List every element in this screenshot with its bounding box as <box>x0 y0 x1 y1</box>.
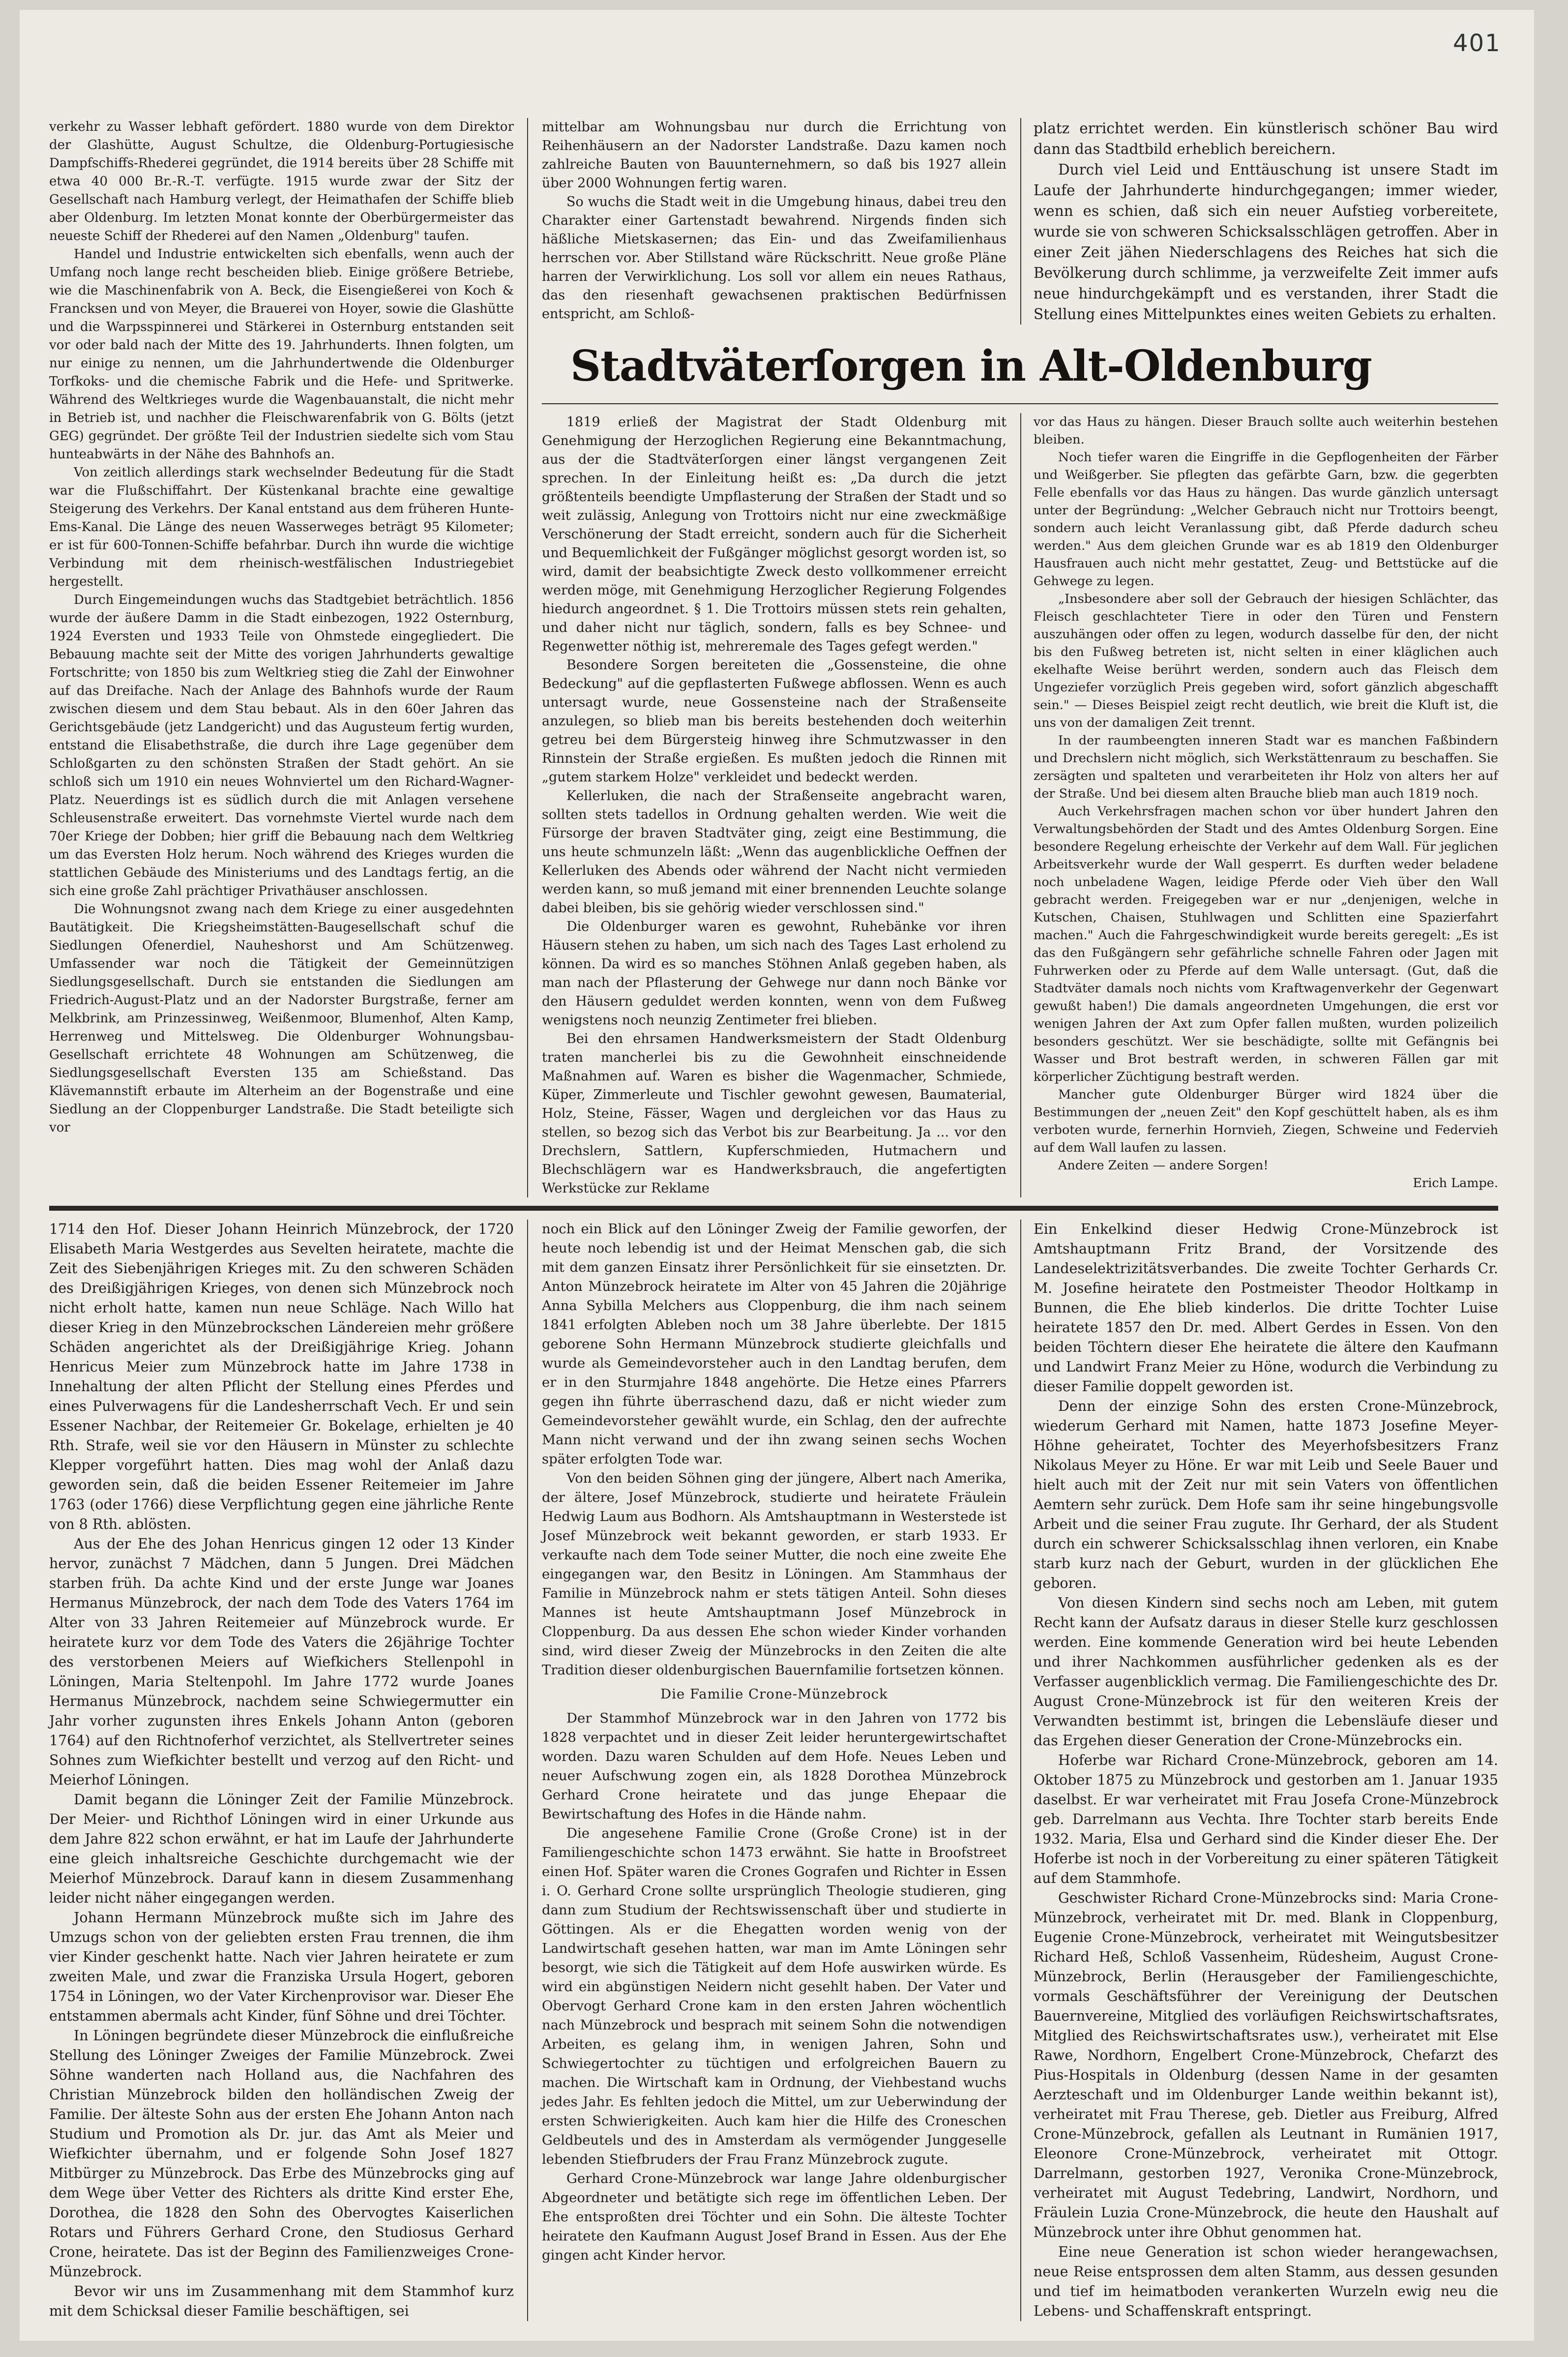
paragraph: platz errichtet werden. Ein künstlerisch schöner Bau wird dann das Stadtbild erheblich bereichern. <box>1034 120 1498 157</box>
paragraph: Andere Zeiten — andere Sorgen! <box>1058 1158 1269 1173</box>
paragraph: Durch viel Leid und Enttäuschung ist unsere Stadt im Laufe der Jahrhunderte hindurchgegangen; immer wieder, wenn es schien, daß sich ein neuer Aufstieg vorbereitete, wurde sie von schweren Schicksalsschlägen getroffen. Aber in einer Zeit jähen Niederschlagens des Reiches hat sich die Bevölkerung durch schlimme, ja verzweifelte Zeit immer aufs neue hindurchgekämpft und es verstanden, ihrer Stadt die Stellung eines Mittelpunktes eines weiten Gebiets zu erhalten. <box>1034 161 1498 323</box>
paragraph: Gerhard Crone-Münzebrock war lange Jahre oldenburgischer Abgeordneter und betätigte sich rege im öffentlichen Leben. Der Ehe entsproßten drei Töchter und ein Sohn. Die älteste Tochter heiratete den Kaufmann August Josef Brand in Essen. Aus der Ehe gingen acht Kinder hervor. <box>542 2171 1006 2263</box>
paragraph: Von den beiden Söhnen ging der jüngere, Albert nach Amerika, der ältere, Josef Münzebrock, studierte und heiratete Fräulein Hedwig Laum aus Bodhorn. Als Amtshauptmann in Westerstede ist Josef Münzebrock weit bekannt geworden, er starb 1933. Er verkaufte nach dem Tode seiner Mutter, die noch eine zweite Ehe eingegangen war, den Besitz in Löningen. Am Stammhaus der Familie in Münzebrock nahm er stets tätigen Anteil. Sohn dieses Mannes ist heute Amtshauptmann Josef Münzebrock in Cloppenburg. Da aus dessen Ehe schon wieder Kinder vorhanden sind, wird dieser Zweig der Münzebrocks in den Zeiten die alte Tradition dieser oldenburgischen Bauernfamilie fortsetzen können. <box>542 1470 1006 1678</box>
paragraph: Bevor wir uns im Zusammenhang mit dem Stammhof kurz mit dem Schicksal dieser Familie beschäftigen, sei <box>49 2283 514 2319</box>
section-separator <box>49 1206 1498 1211</box>
paragraph: Handel und Industrie entwickelten sich ebenfalls, wenn auch der Umfang noch lange recht bescheiden blieb. Einige größere Betriebe, wie die Maschinenfabrik von A. Beck, die Eisengießerei von Koch & Francksen und von Meyer, die Brauerei von Hoyer, sowie die Glashütte und die Warpsspinnerei und Stärkerei in Osternburg entstanden seit vor oder bald nach der Mitte des 19. Jahrhunderts. Ihnen folgten, um nur einige zu nennen, um die Jahrhundertwende die Oldenburger Torfkoks- und die chemische Fabrik und die Hefe- und Spritwerke. Während des Weltkrieges wurde die Wagenbauanstalt, die nicht mehr in Betrieb ist, und nachher die Fleischwarenfabrik von G. Bölts (jetzt GEG) gegründet. Der größte Teil der Industrien siedelte sich vom Stau hunteabwärts in der Nähe des Bahnhofs an. <box>49 247 514 462</box>
paragraph: Denn der einzige Sohn des ersten Crone-Münzebrock, wiederum Gerhard mit Namen, hatte 1873 Josefine Meyer-Höhne geheiratet, Tochter des Meyerhofsbesitzers Franz Nikolaus Meyer zu Höne. Er war mit Leib und Seele Bauer und hielt auch mit der Zeit nur mit sein Vaters von öffentlichen Aemtern sehr zurück. Dem Hofe sam ihr seine hingebungsvolle Arbeit und die seiner Frau zugute. Ihr Gerhard, der als Student durch ein schwerer Schicksalsschlag ihnen verloren, ein Knabe starb kurz nach der Geburt, wurden in der glücklichen Ehe geboren. <box>1034 1398 1498 1591</box>
middle-article-column-2 <box>542 413 1006 1197</box>
paragraph: vor das Haus zu hängen. Dieser Brauch sollte auch weiterhin bestehen bleiben. <box>1034 415 1498 447</box>
paragraph: Von zeitlich allerdings stark wechselnder Bedeutung für die Stadt war die Flußschiffahrt. Der Küstenkanal brachte eine gewaltige Steigerung des Verkehrs. Der Kanal entstand aus dem früheren Hunte-Ems-Kanal. Die Länge des neuen Wasserweges beträgt 95 Kilometer; er ist für 600-Tonnen-Schiffe befahrbar. Durch ihn wurde die wichtige Verbindung mit dem rheinisch-westfälischen Industriegebiet hergestellt. <box>49 465 514 589</box>
bottom-article-column-2 <box>542 1220 1006 2321</box>
paragraph: Auch Verkehrsfragen machen schon vor über hundert Jahren den Verwaltungsbehörden der Stadt und des Amtes Oldenburg Sorgen. Eine besondere Regelung erheischte der Verkehr auf dem Wall. Für jeglichen Arbeitsverkehr wurde der Wall gesperrt. Es durften weder beladene noch unbeladene Wagen, leidige Pferde oder Vieh über den Wall gebracht werden. Freigegeben war er nur „denjenigen, welche in Kutschen, Chaisen, Stuhlwagen und Schlitten eine Spazierfahrt machen." Auch die Fahrgeschwindigkeit wurde bereits geregelt: „Es ist das den Fußgängern sehr gefährliche schnelle Fahren oder Jagen mit Fuhrwerken oder zu Pferde auf dem Walle untersagt. (Gut, daß die Stadtväter damals noch nichts vom Kraftwagenverkehr der Gegenwart gewußt haben!) Die damals angeordneten Umgehungen, die erst vor wenigen Jahren der Axt zum Opfer fallen mußten, wurden polizeilich besonders geschützt. Wer sie beschädigte, sollte mit Gefängnis bei Wasser und Brot bestraft werden, in schweren Fällen gar mit körperlicher Züchtigung bestraft werden. <box>1034 804 1498 1084</box>
paragraph: So wuchs die Stadt weit in die Umgebung hinaus, dabei treu den Charakter einer Gartenstadt bewahrend. Nirgends finden sich häßliche Mietskasernen; das Ein- und das Zweifamilienhaus herrschen vor. Aber Stillstand wäre Rückschritt. Neue große Pläne harren der Verwirklichung. Los soll vor allem ein neues Rathaus, das den riesenhaft gewachsenen praktischen Bedürfnissen entspricht, am Schloß- <box>542 194 1006 322</box>
paragraph: Der Stammhof Münzebrock war in den Jahren von 1772 bis 1828 verpachtet und in dieser Zeit leider heruntergewirtschaftet worden. Dazu waren Schulden auf dem Hofe. Neues Leben und neuer Aufschwung zogen ein, als 1828 Dorothea Münzebrock Gerhard Crone heiratete und das junge Ehepaar die Bewirtschaftung des Hofes in die Hände nahm. <box>542 1710 1006 1822</box>
paragraph: Von diesen Kindern sind sechs noch am Leben, mit gutem Recht kann der Aufsatz daraus in dieser Stelle kurz geschlossen werden. Eine kommende Generation wird bei heute Lebenden und ihrer Nachkommen ausführlicher gedenken als es der Verfasser augenblicklich vermag. Die Familiengeschichte des Dr. August Crone-Münzebrock ist für den weiteren Kreis der Verwandten bestimmt ist, bringen die Lebensläufe dieser und das Ergehen dieser Generation der Crone-Münzebrocks ein. <box>1034 1595 1498 1749</box>
top-article-column-1 <box>49 118 514 1197</box>
column-divider <box>1020 118 1021 325</box>
headline-rule <box>542 403 1498 404</box>
paragraph: mittelbar am Wohnungsbau nur durch die Errichtung von Reihenhäusern an der Nadorster Landstraße. Dazu kamen noch zahlreiche Bauten von Bauunternehmern, so daß bis 1927 allein über 2000 Wohnungen fertig waren. <box>542 119 1006 191</box>
column-divider <box>527 118 528 1197</box>
article-headline: Stadtväterſorgen in Alt-Oldenburg <box>570 341 1372 391</box>
bottom-article-column-3 <box>1034 1220 1498 2321</box>
newspaper-page <box>20 10 1534 2341</box>
paragraph: Johann Hermann Münzebrock mußte sich im Jahre des Umzugs schon von der geliebten ersten Frau trennen, die ihm vier Kinder geschenkt hatte. Nach vier Jahren heiratete er zum zweiten Male, und zwar die Franziska Ursula Hogert, geboren 1754 in Löningen, wo der Vater Kirchenprovisor war. Dieser Ehe entstammen abermals acht Kinder, fünf Söhne und drei Töchter. <box>49 1909 514 2024</box>
top-article-column-2 <box>542 118 1006 325</box>
column-divider <box>1020 413 1021 1197</box>
paragraph: Mancher gute Oldenburger Bürger wird 1824 über die Bestimmungen der „neuen Zeit" den Kopf geschüttelt haben, als es ihm verboten wurde, fernerhin Hornvieh, Ziegen, Schweine und Federvieh auf dem Wall laufen zu lassen. <box>1034 1087 1498 1155</box>
paragraph: noch ein Blick auf den Löninger Zweig der Familie geworfen, der heute noch lebendig ist und der Heimat Menschen gab, die sich mit dem ganzen Einsatz ihrer Persönlichkeit für sie einsetzten. Dr. Anton Münzebrock heiratete im Alter von 45 Jahren die 20jährige Anna Sybilla Melchers aus Cloppenburg, die ihm nach seinem 1841 erfolgten Ableben noch um 38 Jahre überlebte. Der 1815 geborene Sohn Hermann Münzebrock studierte gleichfalls und wurde als Gemeindevorsteher auch in den Landtag berufen, dem er in den Sturmjahre 1848 angehörte. Die Hetze eines Pfarrers gegen ihn führte überraschend dazu, daß er nicht wieder zum Gemeindevorsteher gewählt wurde, ein Schlag, den der aufrechte Mann nicht verwand und der ihn zwang seinen sechs Wochen später erfolgten Tode war. <box>542 1221 1006 1467</box>
paragraph: Hoferbe war Richard Crone-Münzebrock, geboren am 14. Oktober 1875 zu Münzebrock und gestorben am 1. Januar 1935 daselbst. Er war verheiratet mit Frau Josefa Crone-Münzebrock geb. Darrelmann aus Vechta. Ihre Tochter starb bereits Ende 1932. Maria, Elsa und Gerhard sind die Kinder dieser Ehe. Der Hoferbe ist noch in der Vorbereitung zu einer späteren Tätigkeit auf dem Stammhofe. <box>1034 1752 1498 1886</box>
paragraph: Die angesehene Familie Crone (Große Crone) ist in der Familiengeschichte schon 1473 erwähnt. Sie hatte in Broofstreet einen Hof. Später waren die Crones Gografen und Richter in Essen i. O. Gerhard Crone sollte ursprünglich Theologie studieren, ging dann zum Studium der Rechtswissenschaft über und studierte in Göttingen. Als er die Ehegatten worden wenig von der Landwirtschaft gesehen hatten, war man im Amte Löningen sehr besorgt, wie sich die Tätigkeit auf dem Hofe auswirken würde. Es wird ein abgünstigen Neidern nicht gesehlt haben. Der Vater und Obervogt Gerhard Crone kam in den ersten Jahren wöchentlich nach Münzebrock und besprach mit seinem Sohn die notwendigen Arbeiten, es gelang ihm, in wenigen Jahren, Sohn und Schwiegertochter zu tüchtigen und erfolgreichen Bauern zu machen. Die Wirtschaft kam in Ordnung, der Viehbestand wuchs jedes Jahr. Es fehlten jedoch die Mittel, um zur Ueberwindung der ersten Schwierigkeiten. Auch kam hier die Hilfe des Croneschen Geldbeutels und des in Amsterdam als vermögender Junggeselle lebenden Stiefbruders der Frau Franz Münzebrock zugute. <box>542 1825 1006 2167</box>
paragraph: In Löningen begründete dieser Münzebrock die einflußreiche Stellung des Löninger Zweiges der Familie Münzebrock. Zwei Söhne wanderten nach Holland aus, die Nachfahren des Christian Münzebrock bilden den holländischen Zweig der Familie. Der älteste Sohn aus der ersten Ehe Johann Anton nach Studium und Promotion als Dr. jur. das Amt als Meier und Wiefkichter übernahm, und er folgende Sohn Josef 1827 Mitbürger zu Münzebrock. Das Erbe des Münzebrocks ging auf dem Wege über Vetter des Richters als dritte Kind erster Ehe, Dorothea, die 1828 den Sohn des Obervogtes Kaiserlichen Rotars und Führers Gerhard Crone, den Studiosus Gerhard Crone, heiratete. Das ist der Beginn des Familienzweiges Crone-Münzebrock. <box>49 2028 514 2280</box>
paragraph: Bei den ehrsamen Handwerksmeistern der Stadt Oldenburg traten mancherlei bis zu die Gewohnheit einschneidende Maßnahmen auf. Waren es bisher die Wagenmacher, Schmiede, Küper, Zimmerleute und Tischler gewohnt gewesen, Baumaterial, Holz, Steine, Fässer, Wagen und dergleichen vor das Haus zu stellen, so bezog sich das Verbot bis zur Bearbeitung. Ja ... vor den Drechslern, Sattlern, Kupferschmieden, Hutmachern und Blechschlägern war es Handwerksbrauch, die angefertigten Werkstücke zur Reklame <box>542 1031 1006 1196</box>
paragraph: In der raumbeengten inneren Stadt war es manchen Faßbindern und Drechslern nicht möglich, sich Werkstättenraum zu beschaffen. Sie zersägten und spalteten und verarbeiteten ihr Holz von alters her auf der Straße. Und bei diesem alten Brauche blieb man auch 1819 noch. <box>1034 733 1498 801</box>
top-article-column-3 <box>1034 118 1498 325</box>
author-signature: Erich Lampe. <box>1413 1176 1498 1191</box>
paragraph: Aus der Ehe des Johan Henricus gingen 12 oder 13 Kinder hervor, zunächst 7 Mädchen, dann 5 Jungen. Drei Mädchen starben früh. Da achte Kind und der erste Junge war Joanes Hermanus Münzebrock, der nach dem Tode des Vaters 1764 im Alter von 33 Jahren Reitemeier auf Münzebrock wurde. Er heiratete kurz vor dem Tode des Vaters die 26jährige Tochter des verstorbenen Meiers auf Wiefkichers Stellenpohl in Löningen, Maria Steltenpohl. Im Jahre 1772 wurde Joanes Hermanus Münzebrock, nachdem seine Schwiegermutter ein Jahr vorher zugunsten ihres Enkels Johann Anton (geboren 1764) auf den Richtnoferhof verzichtet, als Stellvertreter seines Sohnes zum Wiefkichter bestellt und verzog auf den Richt- und Meierhof Löningen. <box>49 1536 514 1788</box>
bottom-article-column-1 <box>49 1220 514 2321</box>
paragraph: Kellerluken, die nach der Straßenseite angebracht waren, sollten stets tadellos in Ordnung gehalten werden. Wie weit die Fürsorge der braven Stadtväter ging, zeigt eine Bestimmung, die uns heute schmunzeln läßt: „Wenn das augenblickliche Oeffnen der Kellerluken des Abends oder während der Nacht nicht vermieden werden kann, so muß jemand mit einer brennenden Leuchte solange dabei bleiben, bis sie gehörig wieder verschlossen sind." <box>542 788 1006 916</box>
column-divider <box>527 1220 528 2321</box>
paragraph: Durch Eingemeindungen wuchs das Stadtgebiet beträchtlich. 1856 wurde der äußere Damm in die Stadt einbezogen, 1922 Osternburg, 1924 Eversten und 1933 Teile von Ohmstede eingegliedert. Die Bebauung machte seit der Mitte des vorigen Jahrhunderts gewaltige Fortschritte; von 1850 bis zum Weltkrieg stieg die Zahl der Einwohner auf das Dreifache. Nach der Anlage des Bahnhofs wurde der Raum zwischen diesem und dem Stau bebaut. Als in den 60er Jahren das Gerichtsgebäude (jetz Landgericht) und das Augusteum fertig wurden, entstand die Elisabethstraße, die durch ihre Lage gegenüber dem Schloßgarten zu den schönsten Straßen der Stadt gehört. An sie schloß sich um 1910 ein neues Wohnviertel um den Richard-Wagner-Platz. Neuerdings ist es südlich durch die mit Anlagen versehene Schleusenstraße erweitert. Das vornehmste Viertel wurde nach dem 70er Kriege der Dobben; hier griff die Bebauung nach dem Weltkrieg um das Eversten Holz herum. Noch während des Krieges wurden die stattlichen Gebäude des Ministeriums und des Landtags fertig, an die sich eine große Zahl prächtiger Privathäuser anschlossen. <box>49 593 514 898</box>
paragraph: Noch tiefer waren die Eingriffe in die Gepflogenheiten der Färber und Weißgerber. Sie pflegten das gefärbte Garn, bzw. die gegerbten Felle ebenfalls vor das Haus zu hängen. Das wurde gänzlich untersagt unter der Begründung: „Welcher Gebrauch nicht nur Trottoirs beengt, sondern auch leicht Veranlassung gibt, daß Pferde dadurch scheu werden." Aus dem gleichen Grunde war es ab 1819 den Oldenburger Hausfrauen auch nicht mehr gestattet, Zeug- und Bettstücke auf die Gehwege zu legen. <box>1034 450 1498 589</box>
paragraph: Die Oldenburger waren es gewohnt, Ruhebänke vor ihren Häusern stehen zu haben, um sich nach des Tages Last erholend zu können. Da wird es so manches Stöhnen Anlaß gegeben haben, als man nach der Pflasterung der Gehwege nur dann noch Bänke vor den Häusern geduldet werden konnten, wenn von dem Fußweg wenigstens noch neunzig Zentimeter frei blieben. <box>542 919 1006 1028</box>
column-divider <box>1020 1220 1021 2321</box>
paragraph: Besondere Sorgen bereiteten die „Gossensteine, die ohne Bedeckung" auf die gepflasterten Fußwege abflossen. Wenn es auch untersagt wurde, neue Gossensteine nach der Straßenseite anzulegen, so blieb man bis bereits bestehenden doch weiterhin getreu bei dem Bürgersteig hinweg ihre Schmutzwasser in den Rinnstein der Straße ergießen. Es mußten jedoch die Rinnen mit „gutem starkem Holze" verkleidet und bedeckt werden. <box>542 657 1006 785</box>
paragraph: Die Wohnungsnot zwang nach dem Kriege zu einer ausgedehnten Bautätigkeit. Die Kriegsheimstätten-Baugesellschaft schuf die Siedlungen Ofenerdiel, Nauheshorst und Am Schützenweg. Umfassender war noch die Tätigkeit der Gemeinnützigen Siedlungsgesellschaft. Durch sie entstanden die Siedlungen am Friedrich-August-Platz und an der Nadorster Burgstraße, ferner am Melkbrink, am Prinzessinweg, Weißenmoor, Blumenhof, Alten Kamp, Herrenweg und Mittelsweg. Die Oldenburger Wohnungsbau-Gesellschaft errichtete 48 Wohnungen am Schützenweg, die Siedlungsgesellschaft Eversten 135 am Schießstand. Das Klävemannstift erbaute im Alterheim an der Bogenstraße und eine Siedlung an der Cloppenburger Landstraße. Die Stadt beteiligte sich vor <box>49 902 514 1135</box>
page-number: 401 <box>1453 30 1501 57</box>
paragraph: Damit begann die Löninger Zeit der Familie Münzebrock. Der Meier- und Richthof Löningen wird in einer Urkunde aus dem Jahre 822 schon erwähnt, er hat im Laufe der Jahrhunderte eine gleich inhaltsreiche Geschichte durchgemacht wie der Meierhof Münzebrock. Darauf kann in diesem Zusammenhang leider nicht näher eingegangen werden. <box>49 1791 514 1906</box>
paragraph: Ein Enkelkind dieser Hedwig Crone-Münzebrock ist Amtshauptmann Fritz Brand, der Vorsitzende des Landeselektrizitätsverbandes. Die zweite Tochter Gerhards Cr. M. Josefine heiratete den Postmeister Theodor Holtkamp in Bunnen, die Ehe blieb kinderlos. Die dritte Tochter Luise heiratete 1857 den Dr. med. Albert Gerdes in Essen. Von den beiden Töchtern dieser Ehe heiratete die ältere den Kaufmann und Landwirt Franz Meier zu Höne, wodurch die Verbindung zu dieser Familie doppelt geworden ist. <box>1034 1221 1498 1395</box>
paragraph: Geschwister Richard Crone-Münzebrocks sind: Maria Crone-Münzebrock, verheiratet mit Dr. med. Blank in Cloppenburg, Eugenie Crone-Münzebrock, verheiratet mit Weingutsbesitzer Richard Heß, Schloß Vassenheim, Rüdesheim, August Crone-Münzebrock, Berlin (Herausgeber der Familiengeschichte, vormals Geschäftsführer der Vereinigung der Deutschen Bauernvereine, Mitglied des vorläufigen Reichswirtschaftsrates, Mitglied des Reichswirtschaftsrates usw.), verheiratet mit Else Rawe, Nordhorn, Engelbert Crone-Münzebrock, Chefarzt des Pius-Hospitals in Oldenburg (dessen Name in der gesamten Aerzteschaft und im Oldenburger Lande weithin bekannt ist), verheiratet mit Frau Therese, geb. Dietler aus Freiburg, Alfred Crone-Münzebrock, gefallen als Leutnant in Rumänien 1917, Eleonore Crone-Münzebrock, verheiratet mit Ottogr. Darrelmann, gestorben 1927, Veronika Crone-Münzebrock, verheiratet mit August Tedebring, Landwirt, Nordhorn, und Fräulein Luzia Crone-Münzebrock, die heute den Haushalt auf Münzebrock unter ihre Obhut genommen hat. <box>1034 1890 1498 2240</box>
paragraph: Eine neue Generation ist schon wieder herangewachsen, neue Reise entsprossen dem alten Stamm, aus dessen gesunden und tief im heimatboden verankerten Wurzeln ewig neu die Lebens- und Schaffenskraft entspringt. <box>1034 2244 1498 2319</box>
paragraph: 1819 erließ der Magistrat der Stadt Oldenburg mit Genehmigung der Herzoglichen Regierung eine Bekanntmachung, aus der die Stadtväterſorgen einer längst vergangenen Zeit sprechen. In der Einleitung heißt es: „Da durch die jetzt größtenteils beendigte Umpflasterung der Straßen der Stadt und so weit zulässig, Anlegung von Trottoirs nicht nur eine zweckmäßige Verschönerung der Stadt erreicht, sondern auch für die Sicherheit und Bequemlichkeit der Fußgänger möglichst gesorgt worden ist, so wird, damit der beabsichtigte Zweck desto vollkommener erreicht werden möge, mit Genehmigung Herzoglicher Regierung Folgendes hiedurch angeordnet. § 1. Die Trottoirs müssen stets rein gehalten, und daher nicht nur täglich, sondern, falls es bey Schnee- und Regenwetter nöthig ist, mehreremale des Tages gefegt werden." <box>542 415 1006 654</box>
paragraph: „Insbesondere aber soll der Gebrauch der hiesigen Schlächter, das Fleisch geschlachteter Tiere in oder den Türen und Fenstern auszuhängen oder offen zu legen, wodurch dasselbe für den, der nicht bis den Fußweg betreten ist, nicht selten in einer kläglichen auch ekelhafte Weise berührt werden, sondern auch das Fleisch dem Ungeziefer vorzüglich Preis gegeben wird, sofort gänzlich abgeschafft sein." — Dieses Beispiel zeigt recht deutlich, wie breit die Kluft ist, die uns von der damaligen Zeit trennt. <box>1034 592 1498 730</box>
paragraph: 1714 den Hof. Dieser Johann Heinrich Münzebrock, der 1720 Elisabeth Maria Westgerdes aus Sevelten heiratete, machte die Zeit des Siebenjährigen Krieges mit. Zu den schweren Schäden des Dreißigjährigen Krieges, von denen sich Münzebrock noch nicht erholt hatte, kamen nun neue Schläge. Nach Willo hat dieser Krieg in den Münzebrockschen Ländereien mehr größere Schäden angerichtet als der Dreißigjährige Krieg. Johann Henricus Meier zum Münzebrock hatte im Jahre 1738 in Innehaltung der alten Pflicht der Stellung eines Pferdes und eines Pulverwagens für die Landesherrschaft Vech. Er und sein Essener Nachbar, der Reitemeier Gr. Bokelage, erhielten je 40 Rth. Strafe, weil sie vor den Häusern in Münster zu schlechte Klepper vorgeführt hatten. Dies mag wohl der Anlaß dazu geworden sein, daß die beiden Essener Reitemeier im Jahre 1763 (oder 1766) diese Verpflichtung gegen eine jährliche Rente von 8 Rth. ablösten. <box>49 1221 514 1532</box>
paragraph: verkehr zu Wasser lebhaft gefördert. 1880 wurde von dem Direktor der Glashütte, August Schultze, die Oldenburg-Portugiesische Dampfschiffs-Rhederei gegründet, die 1914 bereits über 28 Schiffe mit etwa 40 000 Br.-R.-T. verfügte. 1915 wurde zwar der Sitz der Gesellschaft nach Hamburg verlegt, der Heimathafen der Schiffe blieb aber Oldenburg. Im letzten Monat konnte der Oberbürgermeister das neueste Schiff der Rhederei auf den Namen „Oldenburg" taufen. <box>49 119 514 243</box>
section-subheading: Die Familie Crone-Münzebrock <box>660 1686 888 1702</box>
middle-article-column-3 <box>1034 413 1498 1197</box>
